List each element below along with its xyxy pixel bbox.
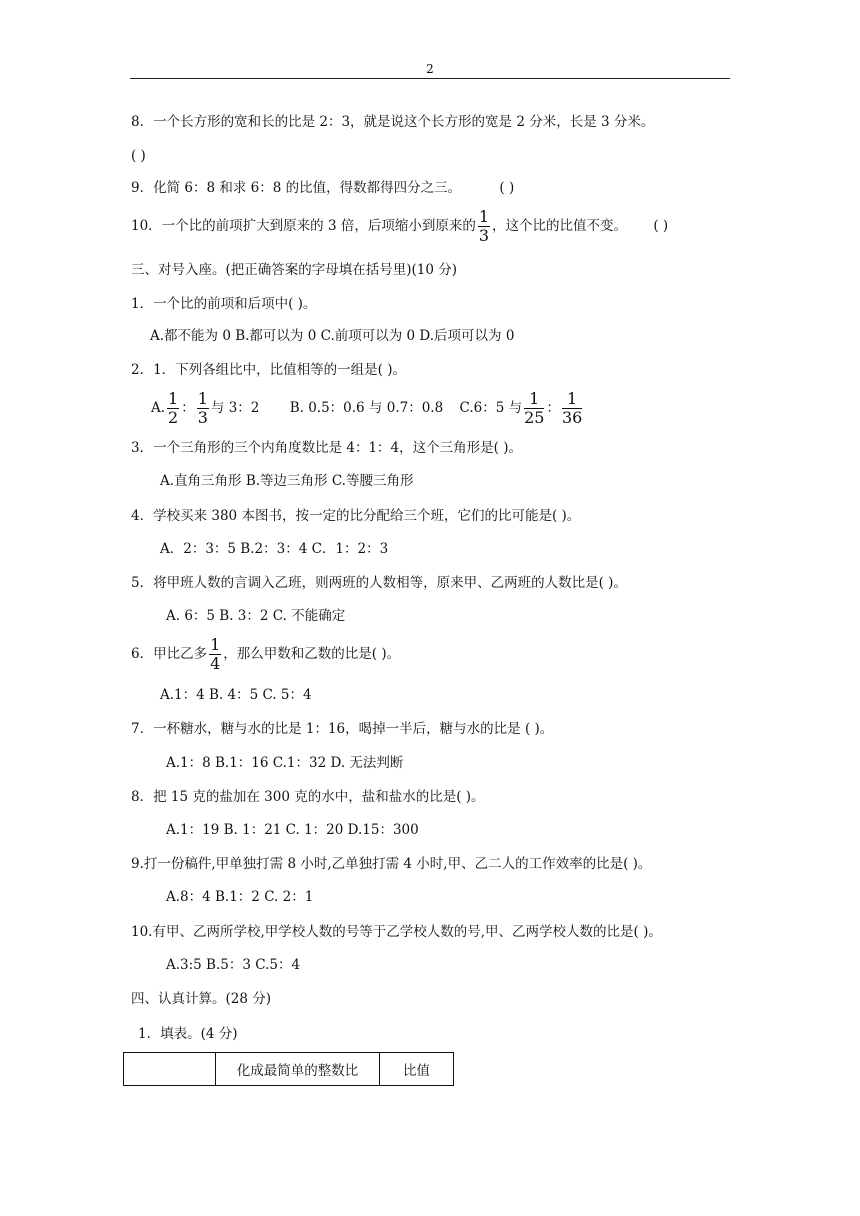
q7-stem: 7．一杯糖水，糖与水的比是 1：16，喝掉一半后，糖与水的比是 ( )。 [131, 721, 554, 737]
q5-stem: 5．将甲班人数的言调入乙班，则两班的人数相等，原来甲、乙两班的人数比是( )。 [131, 575, 627, 591]
judge-q8-paren: ( ) [131, 148, 146, 164]
q4-stem: 4．学校买来 380 本图书，按一定的比分配给三个班，它们的比可能是( )。 [131, 508, 581, 524]
fraction-one-36th [562, 391, 582, 426]
q2-option-a-tail: 与 3：2 [210, 400, 260, 416]
table-header-ratio-value: 比值 [380, 1053, 454, 1086]
ratio-colon: ： [546, 400, 560, 416]
fraction-one-half [167, 391, 179, 426]
fraction-numerator: 1 [197, 389, 208, 408]
fraction-denominator: 4 [210, 654, 221, 673]
q6-stem [131, 634, 400, 674]
fraction-denominator: 3 [197, 408, 208, 427]
q2-option-c-label: C.6：5 与 [459, 400, 523, 416]
table-header-empty [124, 1053, 216, 1086]
fill-table [123, 1052, 454, 1086]
fraction-numerator: 1 [562, 391, 582, 409]
fraction-denominator: 36 [561, 408, 583, 427]
table-header-simplest-ratio: 化成最简单的整数比 [216, 1053, 380, 1086]
fraction-denominator: 2 [168, 408, 179, 427]
q7-options: A.1：8 B.1：16 C.1：32 D. 无法判断 [166, 755, 404, 771]
judge-q10-paren: ( ) [653, 218, 669, 234]
q9-stem: 9.打一份稿件,甲单独打需 8 小时,乙单独打需 4 小时,甲、乙二人的工作效率的比是( )。 [131, 856, 652, 872]
q3-options: A.直角三角形 B.等边三角形 C.等腰三角形 [160, 473, 414, 489]
q2-stem: 2．1．下列各组比中，比值相等的一组是( )。 [131, 362, 407, 378]
q8-options: A.1：19 B. 1：21 C. 1：20 D.15：300 [166, 822, 419, 838]
fraction-denominator: 3 [478, 226, 490, 245]
fraction-one-25th [524, 391, 544, 426]
section4-sub: 1．填表。(4 分) [138, 1026, 238, 1042]
q1-options: A.都不能为 0 B.都可以为 0 C.前项可以为 0 D.后项可以为 0 [150, 328, 515, 344]
q2-options [151, 388, 584, 428]
section4-title: 四、认真计算。(28 分) [131, 991, 272, 1007]
q9-options: A.8：4 B.1：2 C. 2：1 [166, 889, 314, 905]
q6-text-b: ，那么甲数和乙数的比是( )。 [223, 646, 401, 662]
q8-stem: 8．把 15 克的盐加在 300 克的水中，盐和盐水的比是( )。 [131, 789, 485, 805]
q10-options: A.3:5 B.5：3 C.5：4 [166, 957, 301, 973]
judge-q9 [131, 178, 514, 198]
fraction-denominator: 25 [524, 408, 545, 427]
page-number: 2 [426, 62, 434, 76]
q3-stem: 3．一个三角形的三个内角度数比是 4：1：4，这个三角形是( )。 [131, 440, 522, 456]
q6-text-a: 6．甲比乙多 [131, 646, 208, 662]
ratio-colon: ： [181, 400, 195, 416]
fraction-numerator: 1 [210, 635, 221, 654]
judge-q10 [131, 208, 668, 244]
fraction-numerator: 1 [168, 389, 179, 408]
q1-stem: 1．一个比的前项和后项中( )。 [131, 296, 317, 312]
q6-options: A.1：4 B. 4：5 C. 5：4 [160, 687, 312, 703]
fraction-numerator: 1 [478, 207, 490, 226]
judge-q10-text-a: 10．一个比的前项扩大到原来的 3 倍，后项缩小到原来的 [131, 218, 476, 234]
q4-options: A．2：3：5 B.2：3：4 C．1：2：3 [160, 541, 389, 557]
fraction-one-quarter [209, 637, 221, 672]
judge-q9-text: 9．化简 6：8 和求 6：8 的比值，得数都得四分之三。 [131, 180, 462, 196]
judge-q10-text-b: ，这个比的比值不变。 [492, 218, 628, 234]
q2-option-a-label: A. [151, 400, 166, 416]
judge-q8: 8．一个长方形的宽和长的比是 2：3，就是说这个长方形的宽是 2 分米，长是 3 分米。 [131, 114, 655, 130]
judge-q9-paren: ( ) [499, 180, 515, 196]
fraction-one-third [197, 391, 209, 426]
q2-option-b: B. 0.5：0.6 与 0.7：0.8 [289, 400, 444, 416]
table-header-row [124, 1053, 454, 1086]
fraction-numerator: 1 [524, 391, 544, 409]
q10-stem: 10.有甲、乙两所学校,甲学校人数的号等于乙学校人数的号,甲、乙两学校人数的比是( )。 [131, 924, 662, 940]
q5-options: A. 6：5 B. 3：2 C. 不能确定 [166, 608, 346, 624]
section3-title: 三、对号入座。(把正确答案的字母填在括号里)(10 分) [131, 262, 458, 278]
header-rule [130, 78, 730, 79]
fraction-one-third [478, 209, 490, 244]
